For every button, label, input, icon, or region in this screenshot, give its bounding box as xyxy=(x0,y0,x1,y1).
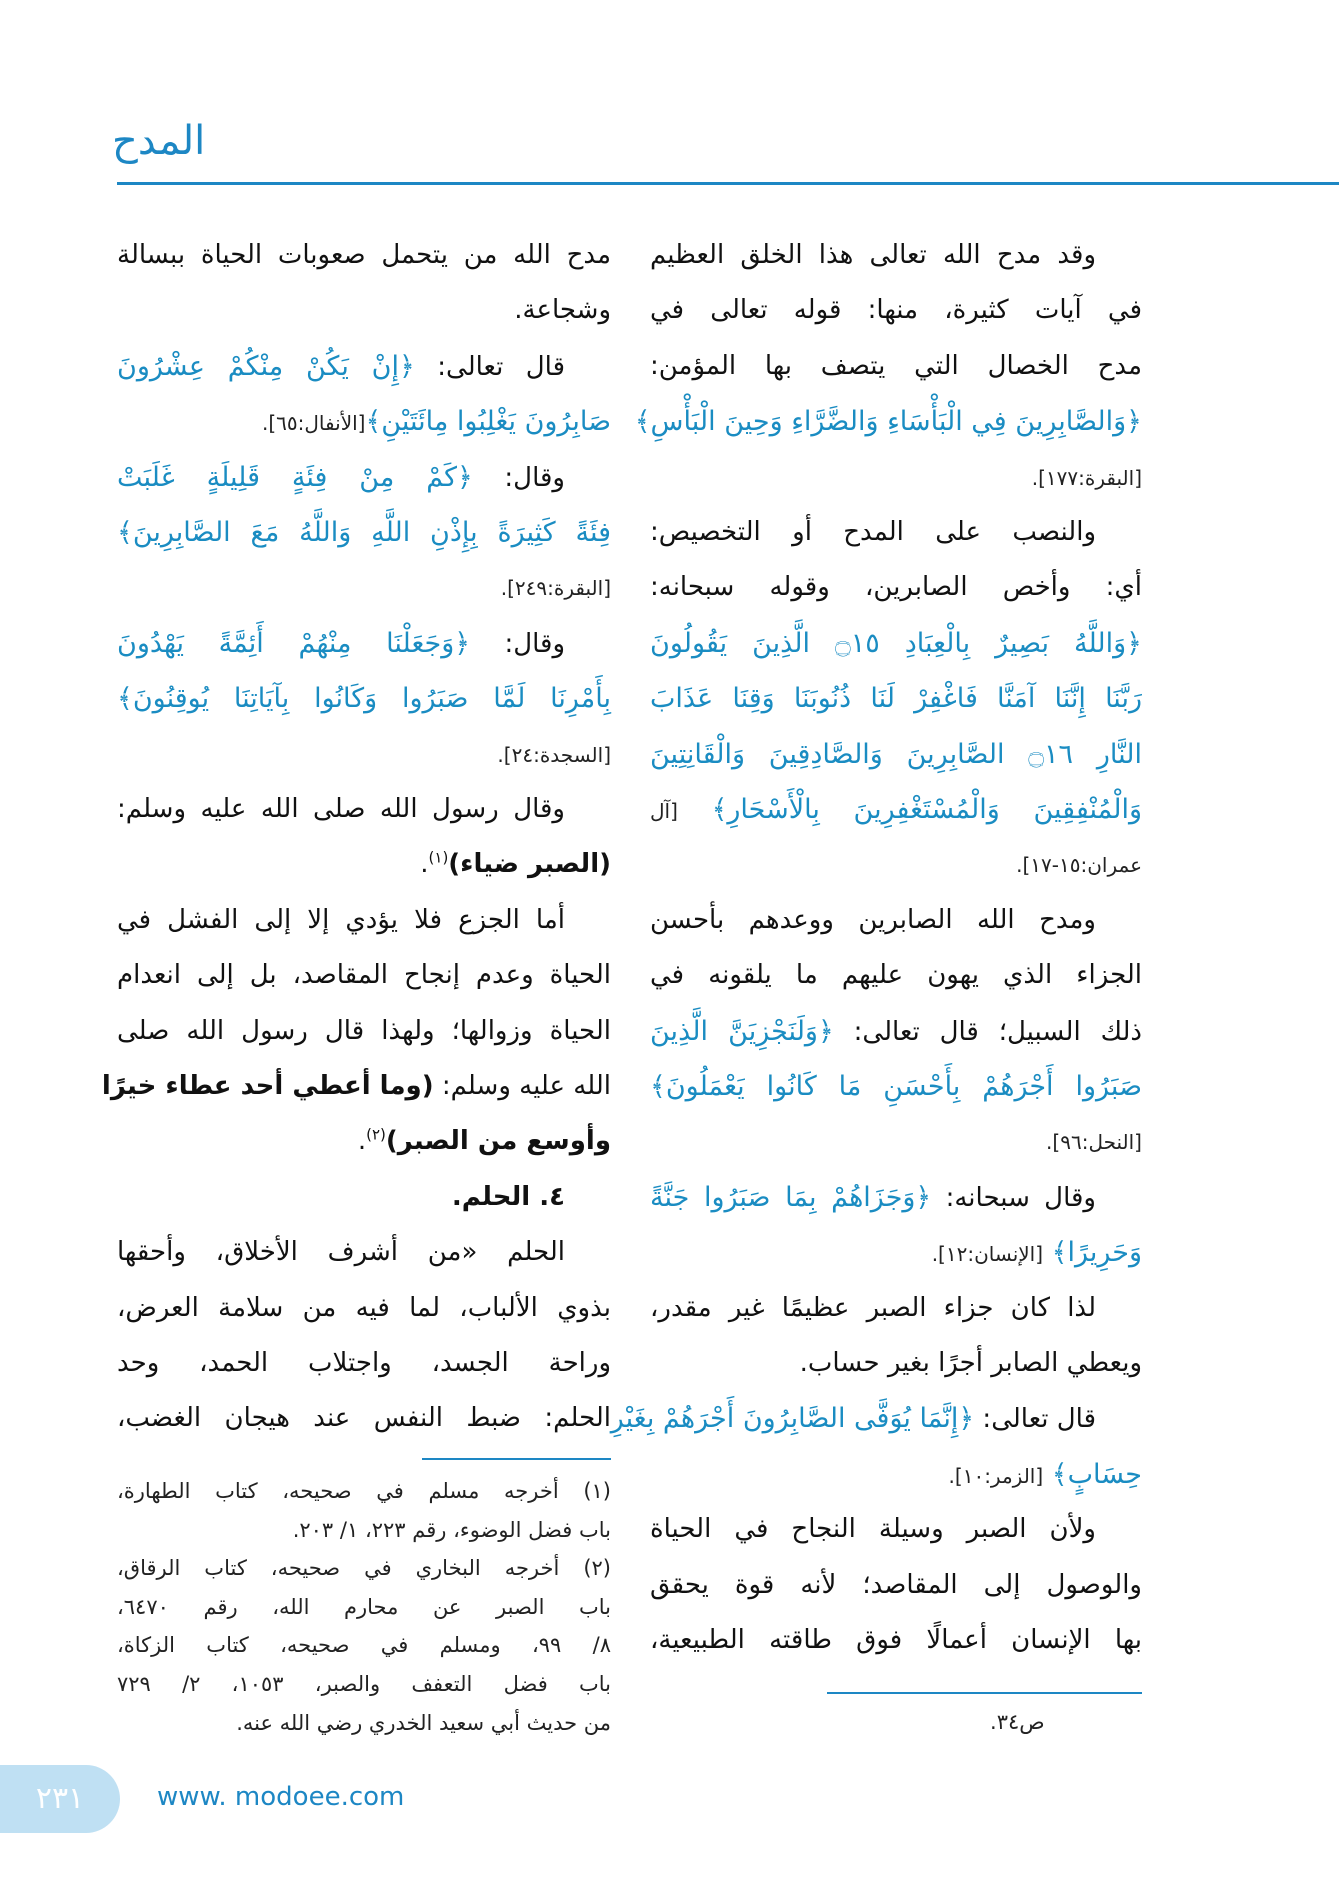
verse-reference: عمران:١٥-١٧]. xyxy=(1016,853,1142,878)
text-line xyxy=(117,1225,611,1280)
footnote-marker: (١) xyxy=(428,848,449,867)
verse-reference: [آل xyxy=(650,799,678,823)
quran-verse: ﴿وَالصَّابِرِينَ فِي الْبَأْسَاءِ وَالضَّرَّاءِ وَحِينَ الْبَأْسِ﴾ xyxy=(634,406,1142,438)
text-line xyxy=(650,1281,1142,1336)
text-line xyxy=(117,339,611,394)
body-text: والوصول إلى المقاصد؛ لأنه قوة يحقق xyxy=(650,1569,1142,1600)
website-link[interactable]: www. modoee.com xyxy=(157,1782,405,1812)
body-text: وقال سبحانه: xyxy=(931,1182,1096,1213)
text-line xyxy=(650,893,1142,948)
body-text: ولأن الصبر وسيلة النجاح في الحياة xyxy=(650,1514,1096,1545)
text-line xyxy=(650,1114,1142,1169)
text-line xyxy=(650,671,1142,726)
text-line xyxy=(117,1391,611,1446)
body-text: الحياة وزوالها؛ ولهذا قال رسول الله صلى xyxy=(117,1015,611,1046)
body-text: أما الجزع فلا يؤدي إلا إلى الفشل في xyxy=(117,904,565,935)
footnote-line: باب فضل الوضوء، رقم ٢٢٣، ١/ ٢٠٣. xyxy=(292,1517,611,1542)
body-text: الله عليه وسلم: xyxy=(433,1071,611,1101)
footnote-line: باب الصبر عن محارم الله، رقم ٦٤٧٠، xyxy=(117,1594,611,1619)
quran-verse: ﴿وَاللَّهُ بَصِيرٌ بِالْعِبَادِ ۝١٥ الَّذِينَ يَقُولُونَ xyxy=(650,627,1142,659)
text-line xyxy=(117,1281,611,1336)
page-number: ٢٣١ xyxy=(0,1765,120,1833)
body-text: في آيات كثيرة، منها: قوله تعالى في xyxy=(650,295,1142,326)
verse-reference: [السجدة:٢٤]. xyxy=(497,742,611,767)
right-footnote: ص٣٤. xyxy=(990,1710,1045,1734)
text-line xyxy=(650,1502,1142,1557)
body-text: ومدح الله الصابرين ووعدهم بأحسن xyxy=(650,904,1096,935)
hadith-text: ٤. الحلم. xyxy=(451,1181,565,1212)
body-text: ذلك السبيل؛ قال تعالى: xyxy=(833,1016,1142,1047)
quran-verse: ﴿إِنَّمَا يُوَفَّى الصَّابِرُونَ أَجْرَهُمْ بِغَيْرِ xyxy=(610,1403,975,1435)
text-line xyxy=(117,616,611,671)
text-line xyxy=(610,1391,1142,1446)
text-line xyxy=(117,948,611,1003)
quran-verse: وَحَرِيرًا﴾ xyxy=(1043,1237,1142,1269)
body-text: وشجاعة. xyxy=(514,295,611,326)
text-line xyxy=(650,228,1142,283)
text-line xyxy=(117,228,611,283)
body-text: وقال رسول الله صلى الله عليه وسلم: xyxy=(117,794,565,824)
quran-verse: ﴿وَجَعَلْنَا مِنْهُمْ أَئِمَّةً يَهْدُونَ xyxy=(117,627,471,659)
text-line xyxy=(650,1336,1142,1391)
text-line xyxy=(650,837,1142,892)
body-text: لذا كان جزاء الصبر عظيمًا غير مقدر، xyxy=(650,1292,1096,1323)
text-line xyxy=(117,560,611,615)
body-text: مدح الخصال التي يتصف بها المؤمن: xyxy=(650,350,1142,381)
text-line xyxy=(650,948,1142,1003)
body-text: . xyxy=(357,1126,367,1157)
text-line xyxy=(117,727,611,782)
quran-verse: فِئَةً كَثِيرَةً بِإِذْنِ اللَّهِ وَاللَّهُ مَعَ الصَّابِرِينَ﴾ xyxy=(117,517,611,548)
text-line xyxy=(101,1059,611,1114)
text-line xyxy=(117,1004,611,1059)
quran-verse: ﴿وَلَنَجْزِيَنَّ الَّذِينَ xyxy=(650,1015,834,1047)
footnote-line: باب فضل التعفف والصبر، ١٠٥٣، ٢/ ٧٢٩ xyxy=(117,1672,612,1696)
text-line xyxy=(650,616,1142,671)
quran-verse: ﴿كَمْ مِنْ فِئَةٍ قَلِيلَةٍ غَلَبَتْ xyxy=(117,461,473,493)
header-divider xyxy=(117,182,1339,185)
text-line xyxy=(650,727,1142,782)
body-text: وراحة الجسد، واجتلاب الحمد، وحد xyxy=(117,1348,611,1378)
footnote-marker: (٢) xyxy=(366,1125,386,1144)
text-line xyxy=(117,1336,611,1391)
body-text: وقد مدح الله تعالى هذا الخلق العظيم xyxy=(650,240,1096,270)
text-line xyxy=(117,893,611,948)
quran-verse: بِأَمْرِنَا لَمَّا صَبَرُوا وَكَانُوا بِآيَاتِنَا يُوقِنُونَ﴾ xyxy=(117,683,611,715)
body-text: الحلم: ضبط النفس عند هيجان الغضب، xyxy=(117,1403,611,1434)
quran-verse: حِسَابٍ﴾ xyxy=(1043,1458,1142,1490)
quran-verse: صَابِرُونَ يَغْلِبُوا مِائَتَيْنِ﴾ xyxy=(365,406,611,438)
verse-reference: [البقرة:١٧٧]. xyxy=(1031,465,1142,490)
text-line xyxy=(650,1170,1142,1225)
footnote-line: (٢) أخرجه البخاري في صحيحه، كتاب الرقاق، xyxy=(117,1556,611,1581)
text-line xyxy=(650,1558,1142,1613)
body-text: قال تعالى: xyxy=(974,1404,1096,1435)
text-line xyxy=(650,560,1142,615)
text-line xyxy=(650,1059,1142,1114)
quran-verse: ﴿إِنْ يَكُنْ مِنْكُمْ عِشْرُونَ xyxy=(117,350,415,382)
section-title: المدح xyxy=(112,118,206,164)
verse-reference: [البقرة:٢٤٩]. xyxy=(500,576,611,601)
body-text: قال تعالى: xyxy=(414,351,566,382)
text-line xyxy=(650,505,1142,560)
text-line xyxy=(117,1114,611,1169)
text-line xyxy=(650,339,1142,394)
text-line xyxy=(117,782,611,837)
right-footnote-divider xyxy=(827,1692,1142,1694)
text-line xyxy=(650,782,1142,837)
text-line xyxy=(634,394,1142,449)
body-text: والنصب على المدح أو التخصيص: xyxy=(650,517,1096,547)
text-line xyxy=(117,505,611,560)
quran-verse: النَّارِ ۝١٦ الصَّابِرِينَ وَالصَّادِقِينَ وَالْقَانِتِينَ xyxy=(650,738,1142,770)
footnote-divider xyxy=(422,1458,611,1460)
text-line xyxy=(650,283,1142,338)
body-text: . xyxy=(420,849,429,880)
body-text: الجزاء الذي يهون عليهم ما يلقونه في xyxy=(650,960,1142,991)
text-line xyxy=(650,1613,1142,1668)
text-line xyxy=(117,837,611,892)
text-line xyxy=(650,450,1142,505)
text-line xyxy=(650,1225,1142,1280)
body-text: الحياة وعدم إنجاح المقاصد، بل إلى انعدام xyxy=(117,960,611,991)
footnote-line: من حديث أبي سعيد الخدري رضي الله عنه. xyxy=(236,1710,611,1735)
footnote-line: ٨/ ٩٩، ومسلم في صحيحه، كتاب الزكاة، xyxy=(117,1633,611,1658)
hadith-text: (الصبر ضياء) xyxy=(448,849,611,880)
hadith-text: (وما أعطي أحد عطاء خيرًا xyxy=(101,1071,434,1101)
verse-reference: [الإنسان:١٢]. xyxy=(931,1242,1044,1267)
quran-verse: وَالْمُنْفِقِينَ وَالْمُسْتَغْفِرِينَ بِالْأَسْحَارِ﴾ xyxy=(677,794,1142,825)
quran-verse: رَبَّنَا إِنَّنَا آمَنَّا فَاغْفِرْ لَنَا ذُنُوبَنَا وَقِنَا عَذَابَ xyxy=(650,683,1142,715)
text-line xyxy=(650,1447,1142,1502)
body-text: بها الإنسان أعمالًا فوق طاقته الطبيعية، xyxy=(650,1625,1142,1655)
text-line xyxy=(117,1170,611,1225)
text-line xyxy=(117,671,611,726)
verse-reference: [الزمر:١٠]. xyxy=(948,1463,1044,1488)
body-text: وقال: xyxy=(472,462,565,493)
verse-reference: [النحل:٩٦]. xyxy=(1046,1130,1142,1155)
body-text: مدح الله من يتحمل صعوبات الحياة ببسالة xyxy=(117,240,611,270)
body-text: ويعطي الصابر أجرًا بغير حساب. xyxy=(799,1348,1142,1378)
text-line xyxy=(117,394,611,449)
hadith-text: وأوسع من الصبر) xyxy=(385,1126,611,1157)
body-text: بذوي الألباب، لما فيه من سلامة العرض، xyxy=(117,1292,611,1323)
quran-verse: صَبَرُوا أَجْرَهُمْ بِأَحْسَنِ مَا كَانُوا يَعْمَلُونَ﴾ xyxy=(650,1071,1142,1102)
quran-verse: ﴿وَجَزَاهُمْ بِمَا صَبَرُوا جَنَّةً xyxy=(650,1181,932,1213)
body-text: الحلم «من أشرف الأخلاق، وأحقها xyxy=(117,1237,565,1268)
text-line xyxy=(117,450,611,505)
text-line xyxy=(117,283,611,338)
verse-reference: [الأنفال:٦٥]. xyxy=(261,411,366,436)
body-text: أي: وأخص الصابرين، وقوله سبحانه: xyxy=(650,572,1142,603)
text-line xyxy=(650,1004,1142,1059)
footnote-line: (١) أخرجه مسلم في صحيحه، كتاب الطهارة، xyxy=(117,1479,611,1503)
body-text: وقال: xyxy=(470,628,566,659)
